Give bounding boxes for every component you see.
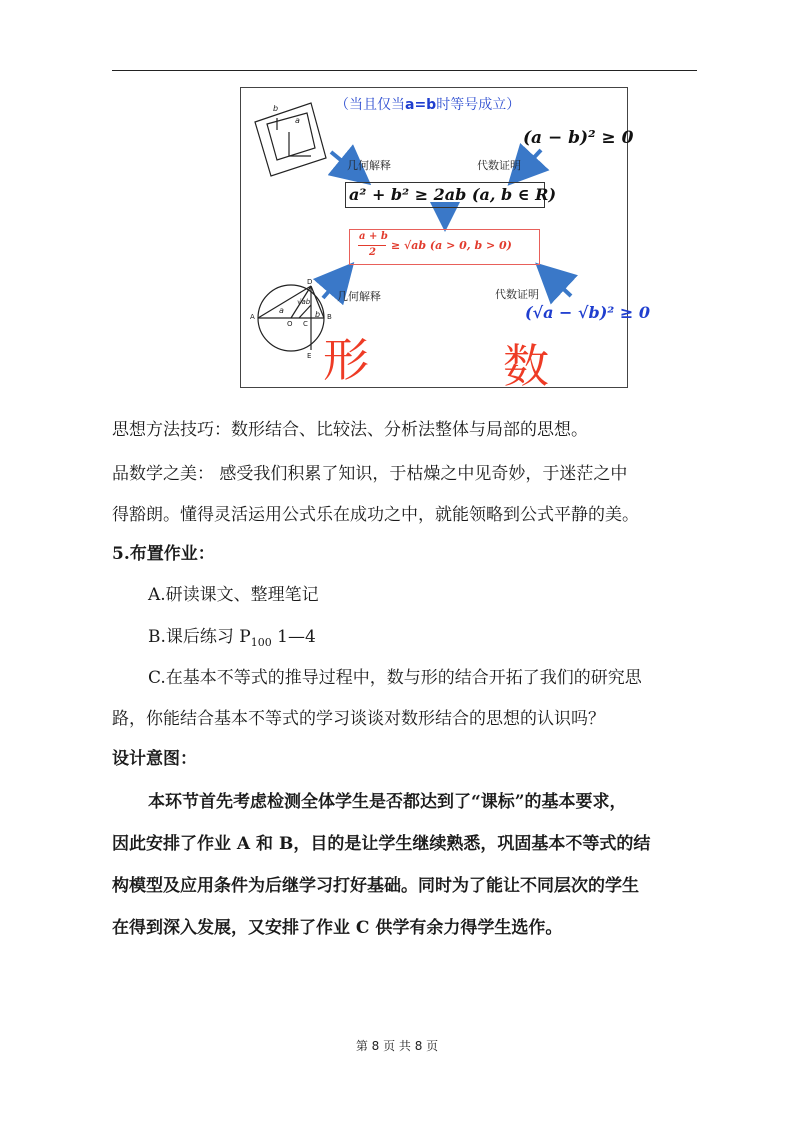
number-character: 数 [503,339,549,393]
circle-label-a: a [279,306,284,315]
circle-label-C: C [303,320,308,328]
circle-label-E: E [307,352,312,360]
design-intent-2: 因此安排了作业 A 和 B，目的是让学生继续熟悉，巩固基本不等式的结 [112,834,651,854]
circle-label-D: D [307,278,313,286]
circle-label-A: A [250,313,255,321]
homework-item-c-2: 路，你能结合基本不等式的学习谈谈对数形结合的思想的认识吗？ [112,709,605,729]
circle-label-b: b [315,310,321,319]
square-label-a: a [295,116,300,125]
label-alg-bottom: 代数证明 [495,288,539,301]
square-diagram [255,103,326,176]
paragraph-methods: 思想方法技巧：数形结合、比较法、分析法整体与局部的思想。 [112,420,588,440]
formula-mean-numerator: a + b [359,231,388,242]
formula-diff-square: (a − b)² ≥ 0 [523,128,634,148]
design-intent-1: 本环节首先考虑检测全体学生是否都达到了“课标”的基本要求， [148,792,627,812]
page-footer: 第 8 页 共 8 页 [355,1039,439,1053]
label-geo-bottom: 几何解释 [337,290,381,303]
inequality-figure [240,87,650,393]
homework-item-a: A.研读课文、整理笔记 [148,585,319,605]
formula-mean-fraction-bar [358,245,386,246]
formula-sqrt-diff: (√a − √b)² ≥ 0 [525,303,650,322]
label-geo-top: 几何解释 [347,159,391,172]
paragraph-beauty-2: 得豁朗。懂得灵活运用公式乐在成功之中，就能领略到公式平静的美。 [112,505,639,525]
circle-label-B: B [327,313,332,321]
header-rule [112,70,697,71]
design-intent-3: 构模型及应用条件为后继学习打好基础。同时为了能让不同层次的学生 [112,876,639,896]
formula-main: a² + b² ≥ 2ab (a, b ∈ R) [349,185,557,204]
homework-item-b: B.课后练习 $P_{100}$ 1—4 [148,627,316,649]
label-alg-top: 代数证明 [477,159,521,172]
circle-label-O: O [287,320,293,328]
paragraph-beauty-1: 品数学之美： 感受我们积累了知识，于枯燥之中见奇妙，于迷茫之中 [112,464,628,484]
homework-item-c-1: C.在基本不等式的推导过程中，数与形的结合开拓了我们的研究思 [148,668,642,688]
figure-caption: （当且仅当a=b时等号成立） [335,97,521,113]
design-intent-4: 在得到深入发展，又安排了作业 C 供学有余力得学生选作。 [112,918,563,938]
formula-mean-rest: ≥ √ab (a > 0, b > 0) [391,239,512,252]
heading-design-intent: 设计意图： [112,749,197,769]
circle-label-sqrtab: √ab [297,298,311,306]
shape-character: 形 [323,333,369,387]
heading-homework: 5.布置作业： [112,544,215,564]
square-label-b: b [273,104,279,113]
arrow-bottom-right [541,268,571,296]
formula-mean-denominator: 2 [369,247,376,258]
